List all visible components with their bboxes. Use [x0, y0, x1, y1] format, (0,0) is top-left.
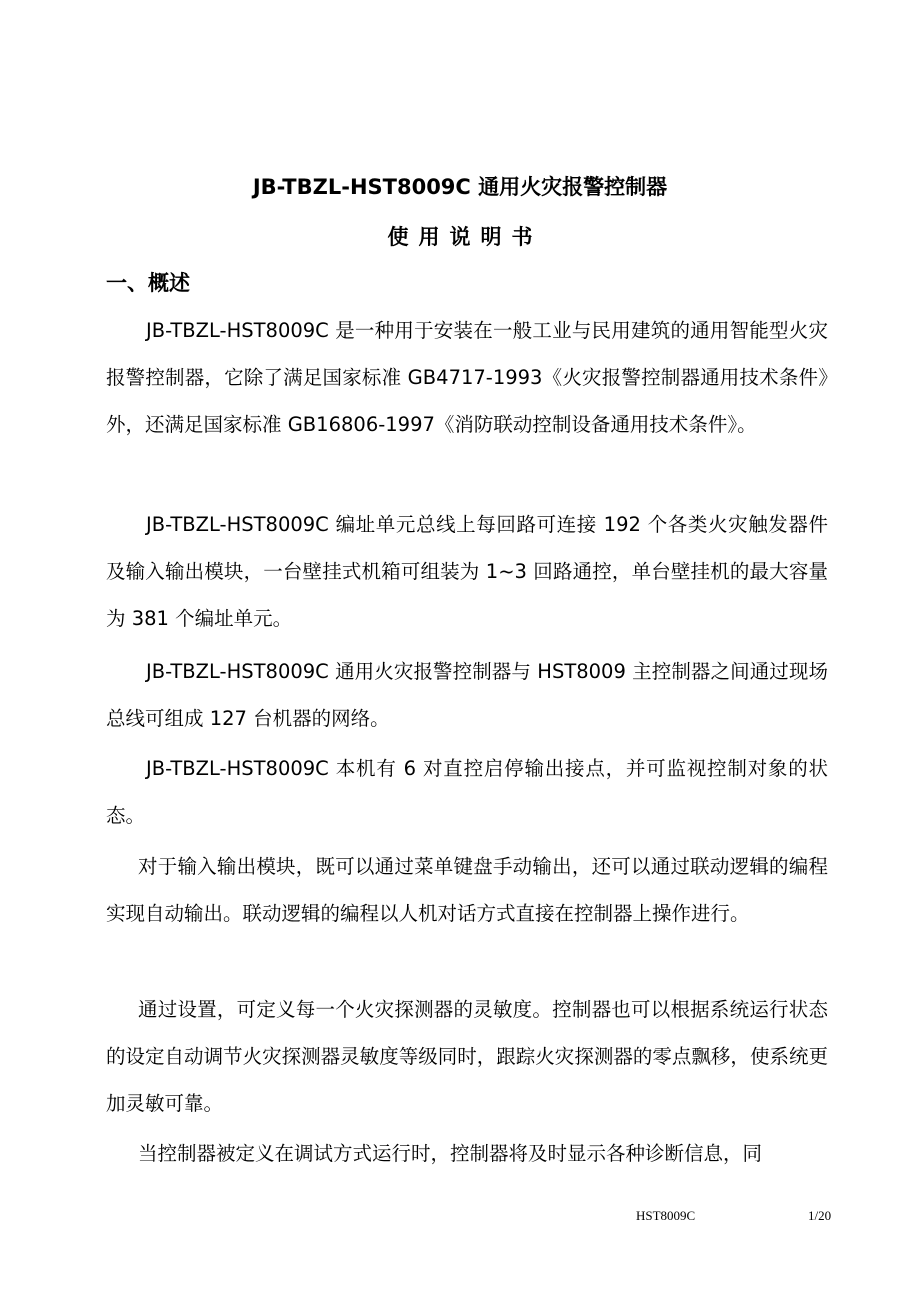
paragraph-1: JB-TBZL-HST8009C 是一种用于安装在一般工业与民用建筑的通用智能型火灾报警控制器，它除了满足国家标准 GB4717-1993《火灾报警控制器通用技术条件》外，还满足国家标准 GB16806-1997《消防联动控制设备通用技术条件》。	[106, 319, 828, 436]
paragraph-3: JB-TBZL-HST8009C 通用火灾报警控制器与 HST8009 主控制器之间通过现场总线可组成 127 台机器的网络。	[106, 660, 828, 730]
footer-page-number: 1/20	[808, 1208, 832, 1223]
paragraph-4: JB-TBZL-HST8009C 本机有 6 对直控启停输出接点，并可监视控制对象的状态。	[106, 757, 828, 827]
footer-doc-code: HST8009C	[636, 1208, 696, 1223]
paragraph-6: 通过设置，可定义每一个火灾探测器的灵敏度。控制器也可以根据系统运行状态的设定自动调节火灾探测器灵敏度等级同时，跟踪火灾探测器的零点飘移，使系统更加灵敏可靠。	[106, 998, 828, 1115]
document-title: JB-TBZL-HST8009C 通用火灾报警控制器	[252, 175, 668, 199]
paragraph-5: 对于输入输出模块，既可以通过菜单键盘手动输出，还可以通过联动逻辑的编程实现自动输出。联动逻辑的编程以人机对话方式直接在控制器上操作进行。	[106, 855, 828, 925]
paragraph-2: JB-TBZL-HST8009C 编址单元总线上每回路可连接 192 个各类火灾触发器件及输入输出模块，一台壁挂式机箱可组装为 1~3 回路通控，单台壁挂机的最大容量为 381 个编址单元。	[106, 513, 828, 630]
paragraph-7: 当控制器被定义在调试方式运行时，控制器将及时显示各种诊断信息，同	[138, 1142, 763, 1165]
document-subtitle: 使用说明书	[387, 225, 543, 249]
section-heading: 一、概述	[106, 271, 190, 295]
